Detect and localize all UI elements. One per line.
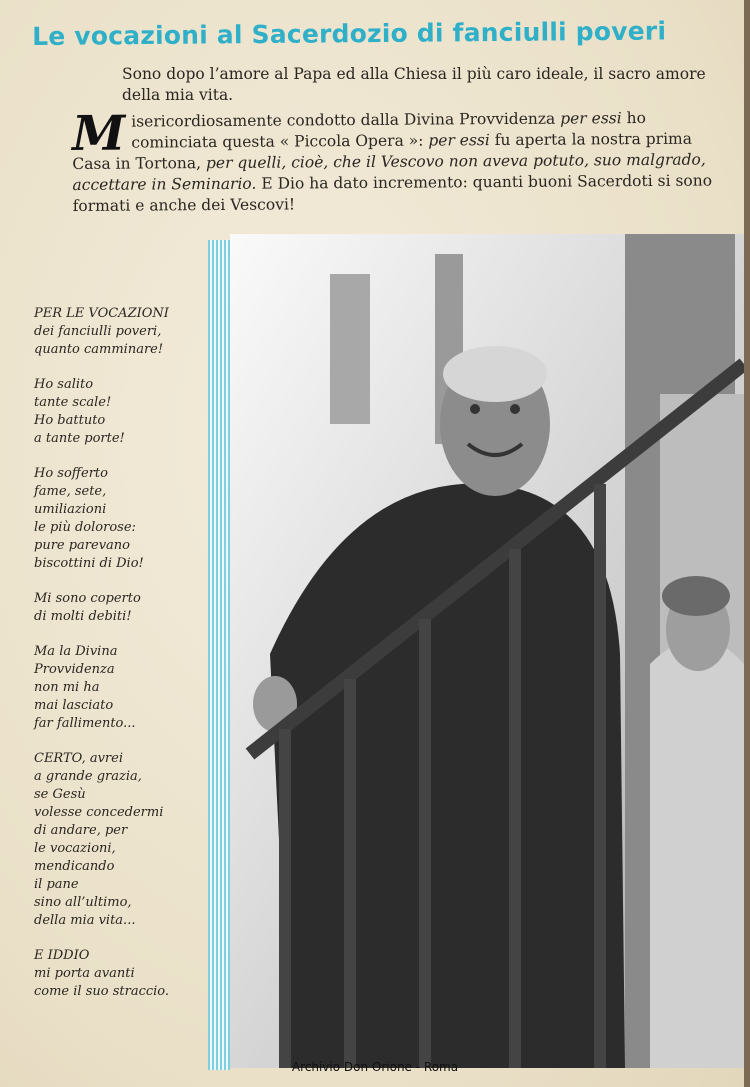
poem-line: sino all’ultimo, xyxy=(34,895,132,910)
poem-line: umiliazioni xyxy=(34,502,107,517)
archive-caption: Archivio Don Orione - Roma xyxy=(291,1060,459,1074)
poem-line: fame, sete, xyxy=(34,484,107,499)
poem-line: far fallimento... xyxy=(34,716,136,731)
poem-line: come il suo straccio. xyxy=(34,984,170,999)
poem-line: non mi ha xyxy=(34,680,100,695)
poem-line: E IDDIO xyxy=(34,948,90,963)
poem-line: quanto camminare! xyxy=(34,342,164,357)
quote-text-1: isericordiosamente condotto dalla Divina Provvidenza xyxy=(131,109,561,131)
poem-line: Mi sono coperto xyxy=(34,591,141,606)
poem-line: Ma la Divina xyxy=(34,644,118,659)
poem-line: di molti debiti! xyxy=(34,609,132,624)
decorative-stripe xyxy=(208,240,230,1070)
poem-stanza xyxy=(34,305,209,359)
poem-line: a grande grazia, xyxy=(34,769,142,784)
quote-text-3: fu aperta la nostra prima Casa in Tortona, xyxy=(72,129,693,173)
poem-line: se Gesù xyxy=(34,787,86,802)
poem-line: a tante porte! xyxy=(34,431,125,446)
poem-line: dei fanciulli poveri, xyxy=(34,324,162,339)
quote-text-2: ho cominciata questa « Piccola Opera »: xyxy=(131,108,646,152)
quote-text-4: E Dio ha dato incremento: quanti buoni Sacerdoti si sono formati e anche dei Vescovi! xyxy=(72,171,713,215)
poem-stanza xyxy=(34,947,209,1001)
poem-stanza xyxy=(34,376,209,448)
subtitle: Sono dopo l’amore al Papa ed alla Chiesa il più caro ideale, il sacro amore della mia vita. xyxy=(122,65,706,104)
poem-line: PER LE VOCAZIONI xyxy=(34,306,169,321)
poem-line: mendicando xyxy=(34,859,115,874)
poem-line: le più dolorose: xyxy=(34,520,136,535)
poem-line: Ho battuto xyxy=(34,413,106,428)
poem-line: pure parevano xyxy=(34,538,131,553)
poem-line: biscottini di Dio! xyxy=(34,556,144,571)
poem-line: mi porta avanti xyxy=(34,966,135,981)
poem-line: Ho sofferto xyxy=(34,466,108,481)
page-edge xyxy=(744,0,750,1087)
poem-line: le vocazioni, xyxy=(34,841,116,856)
photo-illustration xyxy=(230,234,744,1068)
poem-stanza xyxy=(34,465,209,573)
headline: Le vocazioni al Sacerdozio di fanciulli poveri xyxy=(32,16,667,51)
poem-line: di andare, per xyxy=(34,823,128,838)
poem-line: tante scale! xyxy=(34,395,112,410)
poem-line: Ho salito xyxy=(34,377,94,392)
quote-italic-2: per essi xyxy=(428,131,490,150)
poem-line: CERTO, avrei xyxy=(34,751,123,766)
quote-italic-3: per quelli, cioè, che il Vescovo non aveva potuto, suo malgrado, accettare in Seminario. xyxy=(72,150,706,194)
poem-stanza xyxy=(34,590,209,626)
poem-line: il pane xyxy=(34,877,79,892)
poem xyxy=(34,305,209,1018)
poem-stanza xyxy=(34,643,209,733)
poem-line: Provvidenza xyxy=(34,662,115,677)
poem-stanza xyxy=(34,750,209,930)
poem-line: volesse concedermi xyxy=(34,805,164,820)
photo-priest-on-stairs xyxy=(230,234,744,1068)
quote-italic-1: per essi xyxy=(560,109,622,128)
quote-paragraph xyxy=(71,105,713,217)
drop-cap: M xyxy=(71,105,126,162)
poem-line: mai lasciato xyxy=(34,698,114,713)
poem-line: della mia vita... xyxy=(34,913,136,928)
